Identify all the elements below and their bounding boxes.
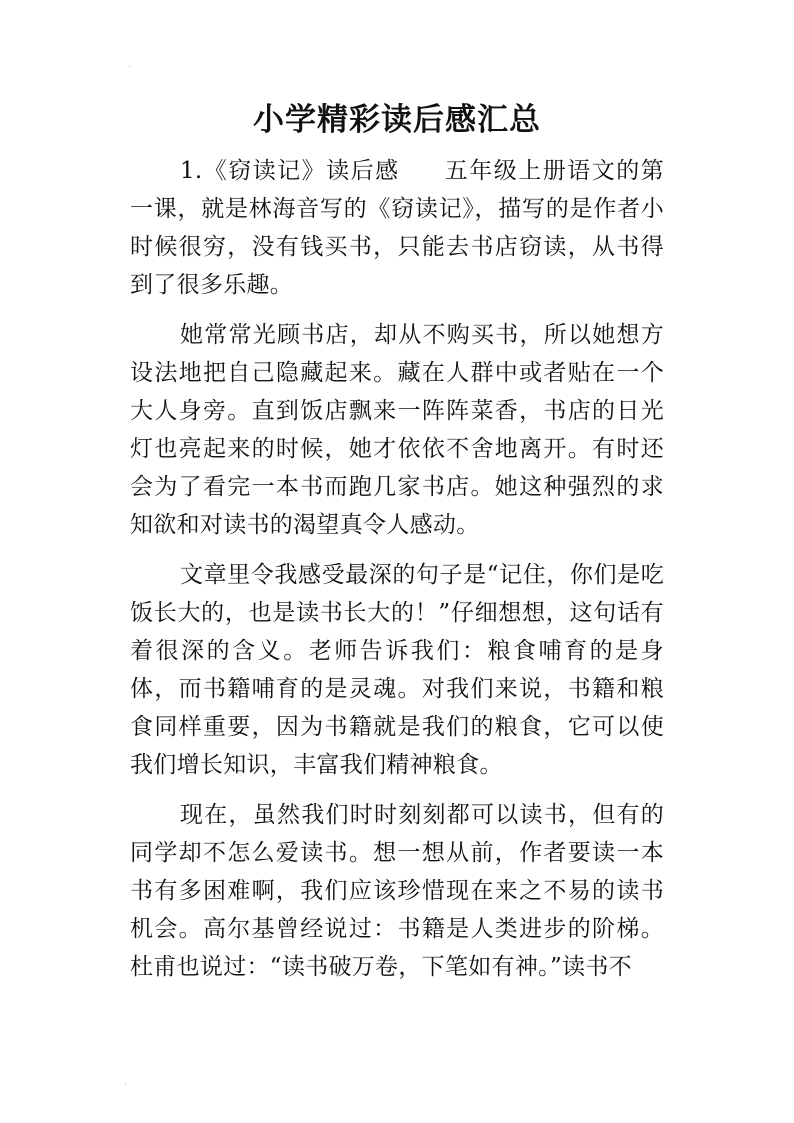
section-heading: 1.《窃读记》读后感: [180, 158, 400, 184]
paragraph-text: 五年级上册语文的第一课，就是林海音写的《窃读记》，描写的是作者小时候很穷，没有钱买书，只能去书店窃读，从书得到了很多乐趣。: [130, 158, 664, 298]
paragraph-1: [130, 152, 664, 304]
paragraph-3: 文章里令我感受最深的句子是“记住，你们是吃饭长大的，也是读书长大的！”仔细想想，这句话有着很深的含义。老师告诉我们：粮食哺育的是身体，而书籍哺育的是灵魂。对我们来说，书籍和粮食同样重要，因为书籍就是我们的粮食，它可以使我们增长知识，丰富我们精神粮食。: [130, 562, 664, 778]
corner-mark: .: [128, 60, 131, 70]
paragraph-4: 现在，虽然我们时时刻刻都可以读书，但有的同学却不怎么爱读书。想一想从前，作者要读一本书有多困难啊，我们应该珍惜现在来之不易的读书机会。高尔基曾经说过：书籍是人类进步的阶梯。杜甫也说过：“读书破万卷，下笔如有神。”读书不: [130, 802, 664, 980]
article-body: [130, 152, 664, 998]
paragraph-2: 她常常光顾书店，却从不购买书，所以她想方设法地把自己隐藏起来。藏在人群中或者贴在一个大人身旁。直到饭店飘来一阵阵菜香，书店的日光灯也亮起来的时候，她才依依不舍地离开。有时还会为了看完一本书而跑几家书店。她这种强烈的求知欲和对读书的渴望真令人感动。: [130, 322, 664, 538]
document-title: 小学精彩读后感汇总: [253, 102, 541, 138]
corner-mark: .: [124, 1078, 127, 1088]
